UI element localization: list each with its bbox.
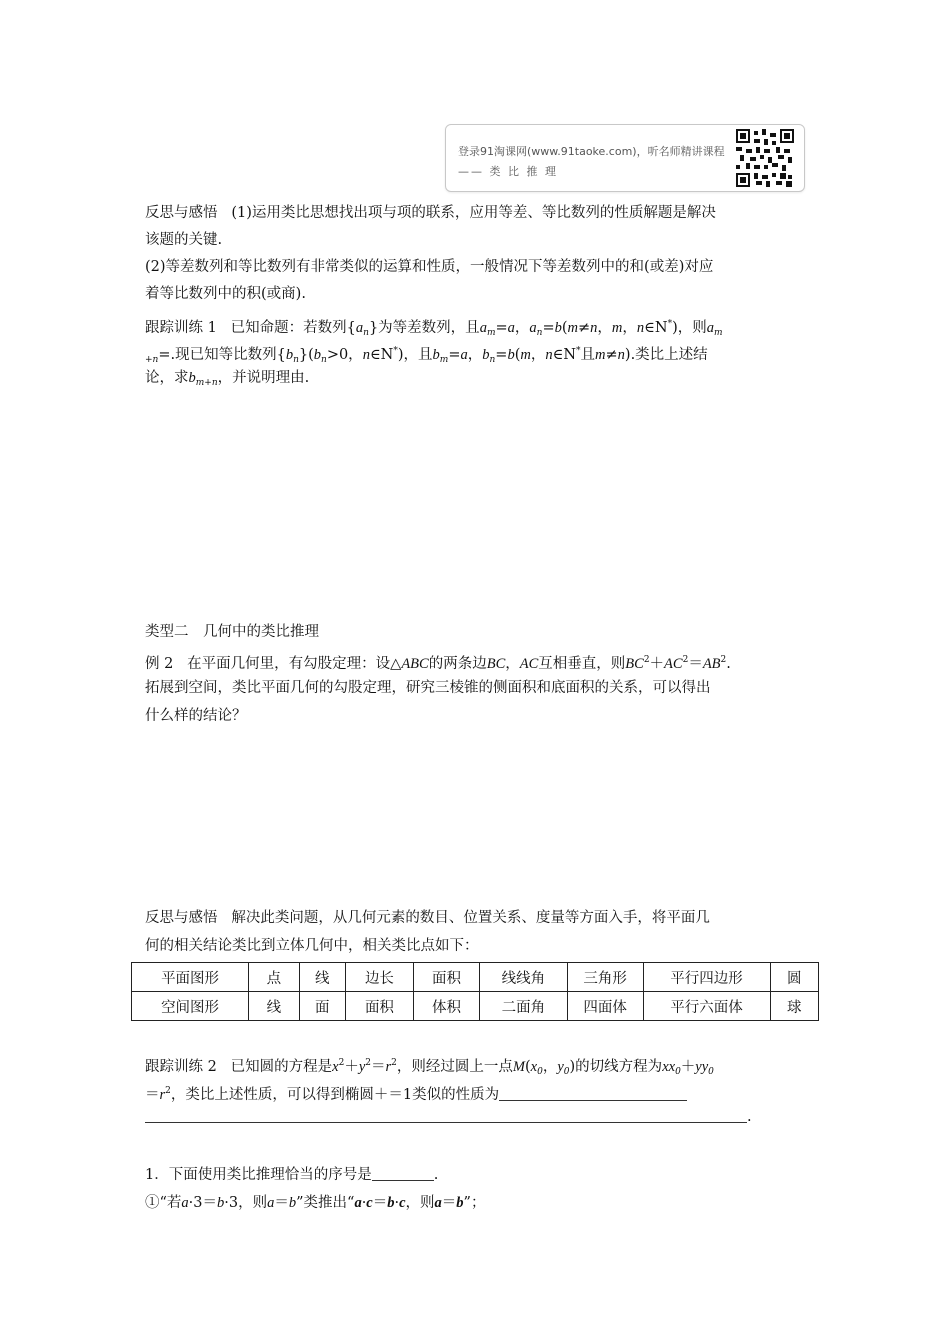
banner-topic-text: —— 类 比 推 理 bbox=[458, 165, 558, 178]
table-cell: 面积 bbox=[413, 963, 479, 992]
reflection2-label: 反思与感悟 bbox=[145, 910, 218, 926]
table-cell: 四面体 bbox=[567, 992, 643, 1021]
table-cell: 体积 bbox=[413, 992, 479, 1021]
table-cell: 三角形 bbox=[567, 963, 643, 992]
training2-line2: $=r^2$，类比上述性质，可以得到椭圆＋＝1类似的性质为 bbox=[145, 1081, 687, 1105]
table-cell: 二面角 bbox=[480, 992, 568, 1021]
training2-line1: 跟踪训练 2 已知圆的方程是$x^2+y^2=r^2$，则经过圆上一点$M(x_0$，$y_0$)的切线方程为$xx_0+yy_0$ bbox=[145, 1058, 714, 1077]
course-banner[interactable] bbox=[445, 124, 805, 192]
question1-stem: 1．下面使用类比推理恰当的序号是 . bbox=[145, 1167, 439, 1183]
example2-line3: 什么样的结论？ bbox=[145, 708, 247, 724]
table-row bbox=[132, 963, 819, 992]
training1-line2: $_{+n}$=.现已知等比数列$\{b_n\}(b_n>0$，n∈N*)，且$b_m=a$，$b_n=b(m$，n∈N*且m≠n).类比上述结 bbox=[145, 346, 708, 365]
training1-label: 跟踪训练 1 bbox=[145, 320, 217, 336]
question1-option1: ①“若a·3＝b·3，则a＝b”类推出“a·c＝b·c，则a＝b”； bbox=[145, 1195, 486, 1211]
example2-label: 例 2 bbox=[145, 656, 174, 672]
reflection1-line4: 着等比数列中的积(或商). bbox=[145, 286, 306, 302]
table-cell: 平面图形 bbox=[132, 963, 249, 992]
training1-line3: 论，求$b_{m+n}$，并说明理由. bbox=[145, 370, 310, 388]
table-cell: 平行六面体 bbox=[643, 992, 770, 1021]
table-cell: 面积 bbox=[345, 992, 413, 1021]
section2-title: 类型二 几何中的类比推理 bbox=[145, 624, 319, 640]
table-cell: 圆 bbox=[770, 963, 818, 992]
table-cell: 平行四边形 bbox=[643, 963, 770, 992]
table-cell: 线线角 bbox=[480, 963, 568, 992]
banner-site-text: 登录91淘课网(www.91taoke.com)，听名师精讲课程 bbox=[458, 145, 725, 158]
table-cell: 空间图形 bbox=[132, 992, 249, 1021]
table-cell: 点 bbox=[249, 963, 299, 992]
training2-line3: . bbox=[145, 1107, 752, 1127]
table-cell: 线 bbox=[299, 963, 345, 992]
reflection1-line3: (2)等差数列和等比数列有非常类似的运算和性质，一般情况下等差数列中的和(或差)对应 bbox=[145, 259, 714, 275]
answer-blank[interactable] bbox=[499, 1086, 687, 1101]
reflection2-line2: 何的相关结论类比到立体几何中，相关类比点如下： bbox=[145, 938, 479, 954]
table-cell: 边长 bbox=[345, 963, 413, 992]
question1-blank[interactable] bbox=[372, 1166, 434, 1181]
training2-label: 跟踪训练 2 bbox=[145, 1059, 217, 1075]
training1-line1: 跟踪训练 1 已知命题：若数列$\{a_n\}$为等差数列，且$a_m=a$，$a_n=b(m\ne n$，m，n∈N*)，则$a_m$ bbox=[145, 319, 723, 338]
table-cell: 球 bbox=[770, 992, 818, 1021]
table-cell: 面 bbox=[299, 992, 345, 1021]
table-row bbox=[132, 992, 819, 1021]
qr-code-icon[interactable] bbox=[736, 129, 794, 187]
example2-line2: 拓展到空间，类比平面几何的勾股定理，研究三棱锥的侧面积和底面积的关系，可以得出 bbox=[145, 680, 711, 696]
example2-line1: 例 2 在平面几何里，有勾股定理：设△ABC的两条边BC，AC互相垂直，则$BC^2+AC^2=AB^2$. bbox=[145, 655, 731, 672]
reflection2-line1: 反思与感悟 解决此类问题，从几何元素的数目、位置关系、度量等方面入手，将平面几 bbox=[145, 910, 710, 926]
reflection1-line1: 反思与感悟 (1)运用类比思想找出项与项的联系，应用等差、等比数列的性质解题是解决 bbox=[145, 205, 716, 221]
answer-blank-continued[interactable] bbox=[145, 1108, 747, 1123]
reflection1-label: 反思与感悟 bbox=[145, 205, 218, 221]
table-cell: 线 bbox=[249, 992, 299, 1021]
analogy-table bbox=[131, 962, 819, 1021]
reflection1-line2: 该题的关键. bbox=[145, 232, 223, 248]
